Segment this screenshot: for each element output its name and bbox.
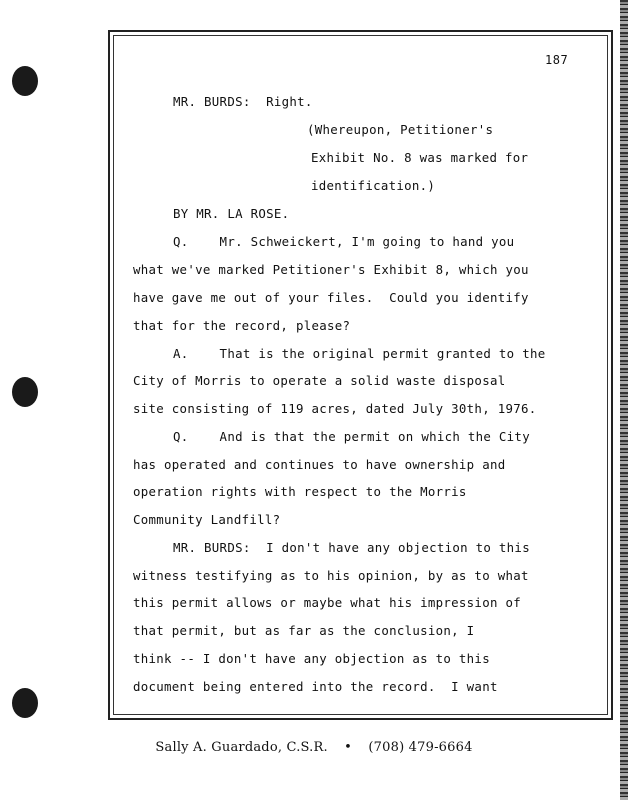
transcript-line: operation rights with respect to the Morris bbox=[133, 484, 467, 499]
reporter-phone: (708) 479-6664 bbox=[368, 740, 473, 755]
transcript-line: A. That is the original permit granted to the bbox=[173, 346, 546, 361]
transcript-line: Exhibit No. 8 was marked for bbox=[311, 150, 529, 165]
transcript-line: MR. BURDS: Right. bbox=[173, 94, 313, 109]
transcript-line: this permit allows or maybe what his impression of bbox=[133, 595, 521, 610]
transcript-line: that permit, but as far as the conclusion, I bbox=[133, 623, 475, 638]
reporter-name: Sally A. Guardado, C.S.R. bbox=[155, 740, 328, 755]
punch-hole-top bbox=[12, 66, 38, 96]
transcript-line: identification.) bbox=[311, 178, 436, 193]
transcript-line: site consisting of 119 acres, dated July 30th, 1976. bbox=[133, 401, 537, 416]
punch-hole-bottom bbox=[12, 688, 38, 718]
transcript-line: think -- I don't have any objection as to this bbox=[133, 651, 490, 666]
footer-separator: • bbox=[344, 740, 353, 755]
transcript-line: has operated and continues to have ownership and bbox=[133, 457, 506, 472]
transcript-line: BY MR. LA ROSE. bbox=[173, 206, 290, 221]
transcript-line: City of Morris to operate a solid waste disposal bbox=[133, 373, 506, 388]
transcript-line: have gave me out of your files. Could you identify bbox=[133, 290, 529, 305]
page-number: 187 bbox=[545, 53, 569, 67]
transcript-line: what we've marked Petitioner's Exhibit 8, which you bbox=[133, 262, 529, 277]
transcript-line: (Whereupon, Petitioner's bbox=[307, 122, 494, 137]
scan-edge bbox=[620, 0, 628, 800]
transcript-line: MR. BURDS: I don't have any objection to this bbox=[173, 540, 530, 555]
transcript-line: that for the record, please? bbox=[133, 318, 351, 333]
punch-hole-middle bbox=[12, 377, 38, 407]
transcript-line: Q. And is that the permit on which the City bbox=[173, 429, 530, 444]
transcript-line: Community Landfill? bbox=[133, 512, 281, 527]
transcript-line: Q. Mr. Schweickert, I'm going to hand you bbox=[173, 234, 515, 249]
reporter-footer bbox=[0, 740, 628, 755]
transcript-line: document being entered into the record. I want bbox=[133, 679, 498, 694]
transcript-line: witness testifying as to his opinion, by as to what bbox=[133, 568, 529, 583]
